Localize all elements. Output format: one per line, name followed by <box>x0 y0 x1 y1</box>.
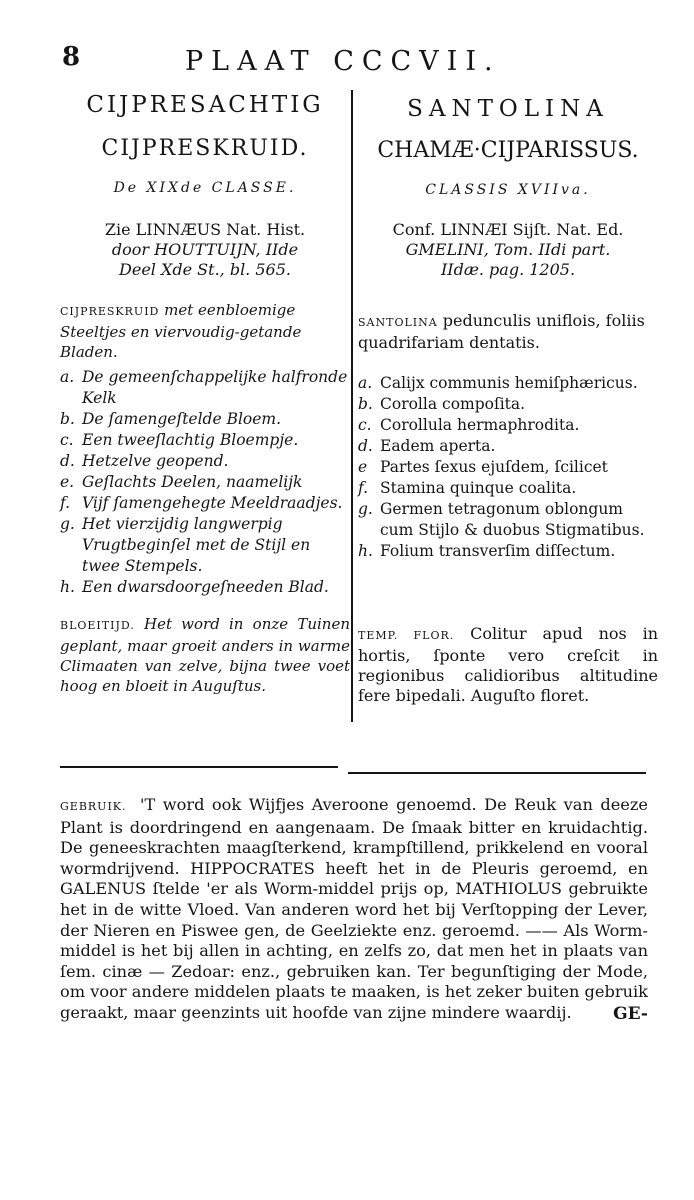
item-text: Hetzelve geopend. <box>82 452 229 470</box>
section-rule-right <box>348 772 646 774</box>
item-letter: f. <box>60 494 71 512</box>
list-item <box>358 373 658 394</box>
right-reference-line: IIdæ. pag. 1205. <box>440 260 576 279</box>
list-item <box>60 451 350 472</box>
right-flowering <box>358 624 658 706</box>
item-text: Germen tetragonum oblongum cum Stijlo & duobus Stigmatibus. <box>380 500 645 539</box>
left-reference-line: Deel Xde St., bl. 565. <box>119 260 291 279</box>
left-description <box>60 300 350 362</box>
left-title-line2: CIJPRESKRUID. <box>101 136 309 161</box>
left-reference-line: door HOUTTUIJN, IIde <box>111 240 299 259</box>
item-letter: e. <box>60 473 75 491</box>
left-description-lead: CIJPRESKRUID <box>60 305 160 318</box>
left-flowering-lead: BLOEITIJD. <box>60 619 135 632</box>
column-divider <box>351 90 353 722</box>
list-item <box>358 415 658 436</box>
list-item <box>60 472 350 493</box>
right-reference-line: GMELINI, Tom. IIdi part. <box>405 240 611 259</box>
usage-text: 'T word ook Wijfjes Averoone genoemd. De Reuk van deeze Plant is doordringend en aangenaam. De ſmaak bitter en kruidachtig. De geneeskrachten maagſterkend, krampſtillend, prikkelend en vooral wormdrijvend. HIPPOCRATES heeft het in de Pleuris geroemd, en GALENUS ſtelde 'er als Worm-middel prijs op, MATHIOLUS gebruikte het in de witte Vloed. Van anderen word het bij Verſtopping der Lever, der Nieren en Piswee gen, de Geelziekte enz. geroemd. —— Als Worm-middel is het bij allen in achting, en zelfs zo, dat men het in plaats van ſem. cinæ — Zedoar: enz., gebruiken kan. Ter begunſtiging der Mode, om voor andere middelen plaats te maaken, is het zeker buiten gebruik geraakt, maar geenzints uit hoofde van zijne mindere waardij. <box>60 795 648 1022</box>
item-letter: d. <box>358 437 373 455</box>
list-item <box>60 493 350 514</box>
left-reference <box>60 220 350 280</box>
item-text: Een dwarsdoorgeſneeden Blad. <box>82 578 329 596</box>
item-letter: h. <box>358 542 373 560</box>
left-description-text: met eenbloemige Steeltjes en viervoudig-getande Bladen. <box>60 301 302 361</box>
right-flowering-lead: TEMP. FLOR. <box>358 629 455 642</box>
usage-paragraph <box>60 795 648 1024</box>
list-item <box>60 409 350 430</box>
right-flowering-text: Colitur apud nos in hortis, ſponte vero creſcit in regionibus calidioribus altitudine fere bipedali. Auguſto floret. <box>358 624 659 705</box>
item-text: Een tweeſlachtig Bloempje. <box>82 431 299 449</box>
left-flowering-text: Het word in onze Tuinen geplant, maar groeit anders in warme Climaaten van zelve, bijna twee voet hoog en bloeit in Auguſtus. <box>60 615 350 695</box>
item-letter: g. <box>358 500 373 518</box>
list-item <box>358 436 658 457</box>
item-letter: c. <box>358 416 372 434</box>
right-description <box>358 311 658 353</box>
item-letter: g. <box>60 515 75 533</box>
item-letter: c. <box>60 431 74 449</box>
item-text: Het vierzijdig langwerpig Vrugtbeginſel met de Stijl en twee Stempels. <box>82 515 311 575</box>
list-item <box>60 430 350 451</box>
item-letter: a. <box>60 368 75 386</box>
left-classe: De XIXde CLASSE. <box>113 180 297 196</box>
right-reference-line: Conf. LINNÆI Sijſt. Nat. Ed. <box>392 220 624 239</box>
section-rule-left <box>60 766 338 768</box>
left-figure-list <box>60 367 350 598</box>
item-text: Folium transverſim diſſectum. <box>380 542 616 560</box>
list-item <box>358 499 658 541</box>
item-letter: b. <box>358 395 373 413</box>
item-text: Eadem aperta. <box>380 437 496 455</box>
right-description-lead: SANTOLINA <box>358 316 438 329</box>
item-text: Corollula hermaphrodita. <box>380 416 580 434</box>
item-text: Partes ſexus ejuſdem, ſcilicet <box>380 458 608 476</box>
item-letter: b. <box>60 410 75 428</box>
item-letter: a. <box>358 374 373 392</box>
item-text: Vijf ſamengehegte Meeldraadjes. <box>82 494 343 512</box>
item-letter: f. <box>358 479 369 497</box>
item-text: Calijx communis hemiſphæricus. <box>380 374 638 392</box>
list-item <box>358 478 658 499</box>
page-number: 8 <box>62 42 81 72</box>
item-letter: d. <box>60 452 75 470</box>
right-title-line1: SANTOLINA <box>407 96 609 122</box>
list-item <box>358 394 658 415</box>
left-flowering <box>60 614 350 696</box>
item-text: Corolla compoſita. <box>380 395 526 413</box>
catchword: GE- <box>613 1004 648 1024</box>
right-description-text: pedunculis uniflois, foliis quadrifariam dentatis. <box>358 311 645 352</box>
list-item <box>60 577 350 598</box>
list-item <box>358 541 658 562</box>
left-reference-line: Zie LINNÆUS Nat. Hist. <box>104 220 306 239</box>
right-figure-list <box>358 373 658 562</box>
list-item <box>60 514 350 577</box>
item-text: De gemeenſchappelijke halfronde Kelk <box>82 368 348 407</box>
list-item <box>60 367 350 409</box>
usage-lead: GEBRUIK. <box>60 800 127 813</box>
left-title-line1: CIJPRESACHTIG <box>86 92 324 118</box>
right-title-line2: CHAMÆ·CIJPARISSUS. <box>377 138 639 163</box>
list-item <box>358 457 658 478</box>
plate-title: PLAAT CCCVII. <box>185 46 501 77</box>
item-letter: h. <box>60 578 75 596</box>
item-text: De ſamengeſtelde Bloem. <box>82 410 282 428</box>
item-letter: e <box>358 458 368 476</box>
item-text: Geſlachts Deelen, naamelijk <box>82 473 303 491</box>
right-reference <box>358 220 658 280</box>
right-classis: CLASSIS XVIIva. <box>425 182 591 198</box>
item-text: Stamina quinque coalita. <box>380 479 577 497</box>
